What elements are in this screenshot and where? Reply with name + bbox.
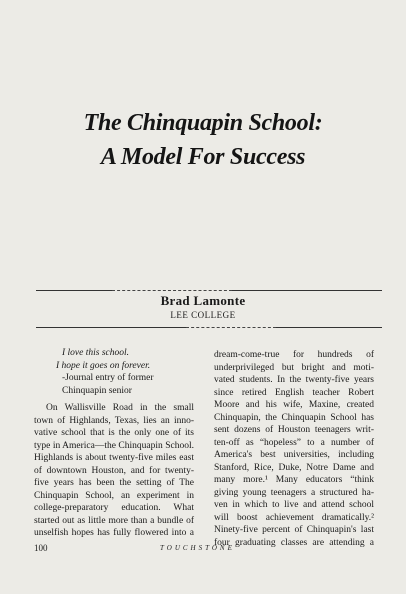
body-text-line: Ninety-five percent of Chinquapin's last — [214, 525, 374, 535]
body-text-line: five years has been the setting of The — [34, 478, 194, 488]
body-text-line: On Wallisville Road in the small — [46, 403, 194, 413]
body-text-line: four graduating classes are attending a — [214, 537, 374, 548]
body-text-line: many more.¹ Many educators “think — [214, 475, 374, 485]
body-text-line: vated students. In the twenty-five years — [214, 375, 374, 385]
body-text-line: town of Highlands, Texas, lies an inno- — [34, 415, 194, 426]
divider-rule-top-center — [112, 290, 232, 291]
body-text-line: vative school that is the only one of its — [34, 428, 194, 438]
divider-rule-bottom-left — [36, 327, 186, 328]
body-text-line: ten-off as “hopeless” to a number of — [214, 437, 374, 448]
epigraph-line-1: I love this school. — [62, 348, 130, 358]
body-column-left — [34, 402, 194, 540]
article-title-line-1: The Chinquapin School: — [83, 110, 323, 136]
running-head: TOUCHSTONE — [160, 544, 235, 552]
body-text-line: Moore and his wife, Maxine, created — [214, 400, 374, 410]
body-column-right — [214, 349, 374, 549]
epigraph-line-2: I hope it goes on forever. — [56, 360, 151, 371]
body-text-line: ven in which to live and attend school — [214, 500, 374, 510]
body-text-line: dream-come-true for hundreds of — [214, 350, 374, 360]
body-text-line: sent dozens of Houston teenagers writ- — [214, 425, 374, 435]
body-text-line: of downtown Houston, and for twenty- — [34, 465, 194, 476]
epigraph-line-3: -Journal entry of former — [62, 373, 154, 383]
divider-rule-bottom-center — [186, 327, 276, 328]
body-text-line: underprivileged but bright and moti- — [214, 362, 374, 373]
body-text-line: will boost achievement dramatically.² — [214, 512, 374, 523]
divider-rule-top-left — [36, 290, 112, 291]
body-text-line: America's best universities, including — [214, 450, 374, 460]
body-text-line: Chinquapin, the Chinquapin School has — [214, 412, 374, 423]
body-text-line: since retired English teacher Robert — [214, 387, 374, 398]
body-text-line: unselfish hopes has fully flowered into a — [34, 528, 194, 538]
author-affiliation: LEE COLLEGE — [170, 310, 236, 320]
divider-rule-bottom-right — [276, 327, 382, 328]
body-text-line: Chinquapin School, an experiment in — [34, 490, 194, 501]
epigraph-line-4: Chinquapin senior — [62, 385, 132, 396]
body-text-line: Highlands is about twenty-five miles east — [34, 453, 194, 463]
article-title-line-2: A Model For Success — [100, 144, 306, 170]
body-text-line: giving young teenagers a structured ha- — [214, 487, 374, 498]
body-text-line: started out as little more than a bundle of — [34, 515, 194, 526]
body-text-line: Stanford, Rice, Duke, Notre Dame and — [214, 462, 374, 473]
author-name: Brad Lamonte — [160, 293, 246, 308]
body-text-line: college-preparatory education. What — [34, 503, 194, 513]
divider-rule-top-right — [232, 290, 382, 291]
epigraph — [48, 347, 188, 397]
body-text-line: type in America—the Chinquapin School. — [34, 440, 194, 451]
page-number: 100 — [34, 543, 48, 553]
